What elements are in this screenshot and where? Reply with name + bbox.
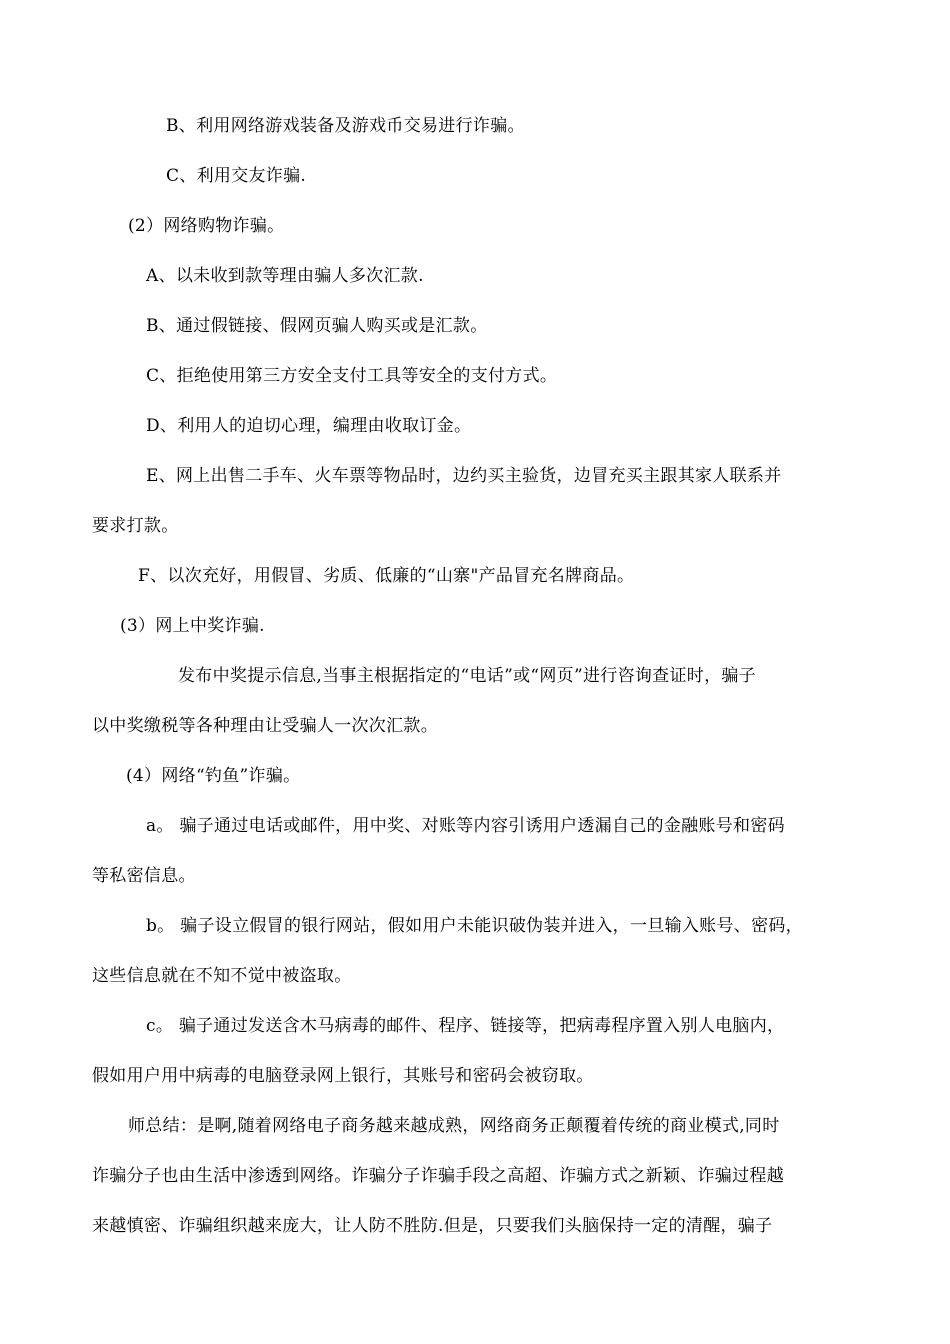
text-line: (4）网络“钓鱼”诈骗。 [126, 766, 301, 786]
text-line: 以中奖缴税等各种理由让受骗人一次次汇款。 [92, 716, 438, 736]
text-line: (2）网络购物诈骗。 [128, 216, 285, 236]
text-line: 师总结：是啊,随着网络电子商务越来越成熟，网络商务正颠覆着传统的商业模式,同时 [128, 1116, 780, 1136]
text-line: b。 骗子设立假冒的银行网站，假如用户未能识破伪装并进入，一旦输入账号、密码， [146, 916, 803, 936]
text-line: 假如用户用中病毒的电脑登录网上银行，其账号和密码会被窃取。 [92, 1066, 594, 1086]
text-line: c。 骗子通过发送含木马病毒的邮件、程序、链接等，把病毒程序置入别人电脑内， [146, 1016, 785, 1036]
text-line: C、拒绝使用第三方安全支付工具等安全的支付方式。 [146, 366, 558, 386]
text-line: D、利用人的迫切心理，编理由收取订金。 [146, 416, 472, 436]
text-line: B、通过假链接、假网页骗人购买或是汇款。 [146, 316, 488, 336]
text-line: 发布中奖提示信息,当事主根据指定的“电话”或“网页”进行咨询查证时，骗子 [178, 666, 756, 686]
text-line: A、以未收到款等理由骗人多次汇款. [146, 266, 424, 286]
text-line: F、以次充好，用假冒、劣质、低廉的“山寨"产品冒充名牌商品。 [138, 566, 635, 586]
text-line: 等私密信息。 [92, 866, 196, 886]
text-line: a。 骗子通过电话或邮件，用中奖、对账等内容引诱用户透漏自己的金融账号和密码 [146, 816, 785, 836]
text-line: 要求打款。 [92, 516, 179, 536]
text-line: 这些信息就在不知不觉中被盗取。 [92, 966, 352, 986]
text-line: 诈骗分子也由生活中渗透到网络。诈骗分子诈骗手段之高超、诈骗方式之新颖、诈骗过程越 [92, 1166, 784, 1186]
text-line: (3）网上中奖诈骗. [120, 616, 265, 636]
text-line: 来越慎密、诈骗组织越来庞大，让人防不胜防.但是，只要我们头脑保持一定的清醒，骗子 [92, 1216, 773, 1236]
text-line: B、利用网络游戏装备及游戏币交易进行诈骗。 [166, 116, 525, 136]
text-line: E、网上出售二手车、火车票等物品时，边约买主验货，边冒充买主跟其家人联系并 [146, 466, 782, 486]
text-line: C、利用交友诈骗. [166, 166, 307, 186]
